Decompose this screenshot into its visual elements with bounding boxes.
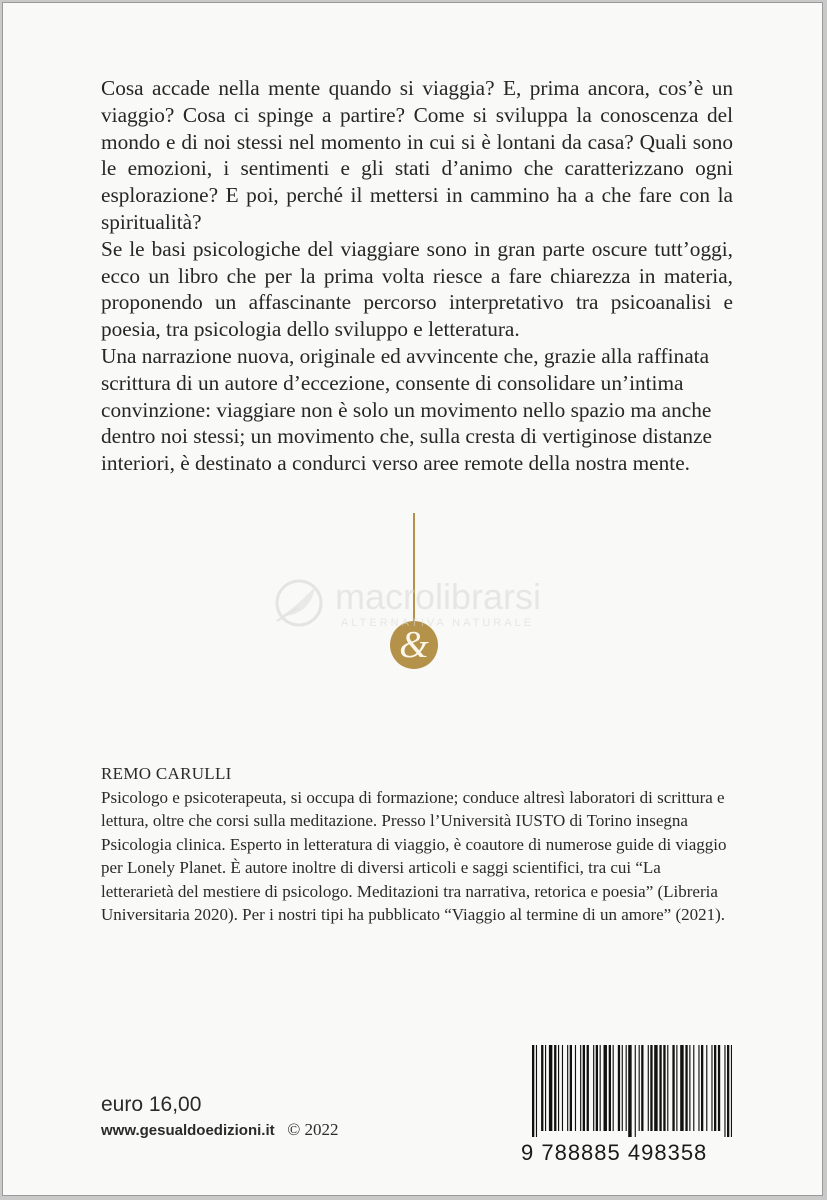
barcode-bar (714, 1045, 716, 1131)
leaf-logo-icon (269, 577, 329, 629)
barcode-bar (727, 1045, 729, 1137)
watermark-tagline: ALTERNATIVA NATURALE (341, 617, 535, 629)
barcode-bar (549, 1045, 552, 1131)
watermark-name: macrolibrarsi (335, 576, 542, 617)
barcode-bar (650, 1045, 652, 1131)
barcode-bar (604, 1045, 607, 1131)
barcode-bar (654, 1045, 657, 1131)
book-back-cover (2, 2, 823, 1196)
barcode-bar (554, 1045, 556, 1131)
barcode-bar (659, 1045, 661, 1131)
barcode-bar (663, 1045, 665, 1131)
watermark-logo (269, 573, 569, 633)
barcode-bar (596, 1045, 598, 1131)
barcode-bar (689, 1045, 690, 1131)
barcode-bar (622, 1045, 623, 1131)
barcode-bar (676, 1045, 677, 1131)
copyright: © 2022 (287, 1120, 339, 1139)
barcode-bar (575, 1045, 576, 1131)
barcode-bar (711, 1045, 712, 1131)
author-name: REMO CARULLI (101, 764, 232, 783)
ampersand-emblem-icon: & (390, 621, 438, 669)
barcode-bar (667, 1045, 668, 1131)
blurb-text (101, 75, 733, 477)
barcode-bar (648, 1045, 649, 1131)
publisher-line (101, 1120, 339, 1140)
barcode-bar (628, 1045, 631, 1137)
barcode-bar (685, 1045, 687, 1131)
barcode-bar (562, 1045, 563, 1131)
barcode-bar (558, 1045, 559, 1131)
blurb-paragraph-3: Una narrazione nuova, originale ed avvincente che, grazie alla raffinata scrittura di un autore d’eccezione, consente di consolidare un’intima convinzione: viaggiare non è solo un movimento nello spazio ma anche dentro noi stessi; un movimento che, sulla cresta di vertiginose distanze interiori, è destinato a condurci verso aree remote della nostra mente. (101, 343, 712, 476)
barcode-bar (580, 1045, 581, 1131)
barcode-bar (536, 1045, 537, 1137)
blurb-paragraph-1: Cosa accade nella mente quando si viaggia? E, prima ancora, cos’è un viaggio? Cosa ci spinge a partire? Come si sviluppa la conoscenza del mondo e di noi stessi nel momento in cui si è lontani da casa? Quali sono le emozioni, i sentimenti e gli stati d’animo che caratterizzano ogni esplorazione? E poi, perché il mettersi in cammino ha a che fare con la spiritualità? (101, 76, 733, 234)
blurb-paragraph-2: Se le basi psicologiche del viaggiare sono in gran parte oscure tutt’oggi, ecco un libro che per la prima volta riesce a fare chiarezza in materia, proponendo un affascinante percorso interpretativo tra psicoanalisi e poesia, tra psicologia dello sviluppo e letteratura. (101, 236, 733, 342)
barcode-bar (613, 1045, 614, 1131)
barcode-bar (545, 1045, 546, 1131)
price: euro 16,00 (101, 1093, 202, 1116)
barcode-bar (680, 1045, 683, 1131)
author-section (101, 762, 733, 927)
barcode-bar (541, 1045, 543, 1131)
barcode-bar (693, 1045, 694, 1131)
isbn-barcode (532, 1045, 732, 1137)
barcode-bar (724, 1045, 725, 1137)
barcode-bar (570, 1045, 572, 1131)
barcode-bar (731, 1045, 732, 1137)
author-bio: Psicologo e psicoterapeuta, si occupa di formazione; conduce altresì laboratori di scrittura e lettura, oltre che corsi sulla meditazione. Presso l’Università IUSTO di Torino insegna Psicologia clinica. Esperto in letteratura di viaggio, è coautore di numerose guide di viaggio per Lonely Planet. È autore inoltre di diversi articoli e saggi scientifici, tra cui “La letterarietà del mestiere di psicologo. Meditazioni tra narrativa, retorica e poesia” (Libreria Universitaria 2020). Per i nostri tipi ha pubblicato “Viaggio al termine di un amore” (2021). (101, 787, 727, 924)
publisher-website: www.gesualdoedizioni.it (101, 1122, 275, 1139)
barcode-bar (672, 1045, 674, 1131)
barcode-bar (635, 1045, 636, 1137)
isbn-number: 9 788885 498358 (521, 1140, 708, 1165)
barcode-bar (593, 1045, 594, 1131)
barcode-bar (706, 1045, 707, 1131)
barcode-bar (567, 1045, 568, 1131)
barcode-bar (583, 1045, 585, 1131)
barcode-bar (639, 1045, 640, 1131)
barcode-bar (532, 1045, 534, 1137)
barcode-bar (718, 1045, 720, 1131)
barcode-bar (701, 1045, 703, 1131)
barcode-bar (641, 1045, 643, 1131)
barcode-bar (600, 1045, 601, 1131)
barcode-bar (698, 1045, 699, 1131)
barcode-bar (609, 1045, 611, 1131)
barcode-bar (618, 1045, 620, 1131)
barcode-bar (626, 1045, 627, 1131)
barcode-bar (587, 1045, 589, 1131)
